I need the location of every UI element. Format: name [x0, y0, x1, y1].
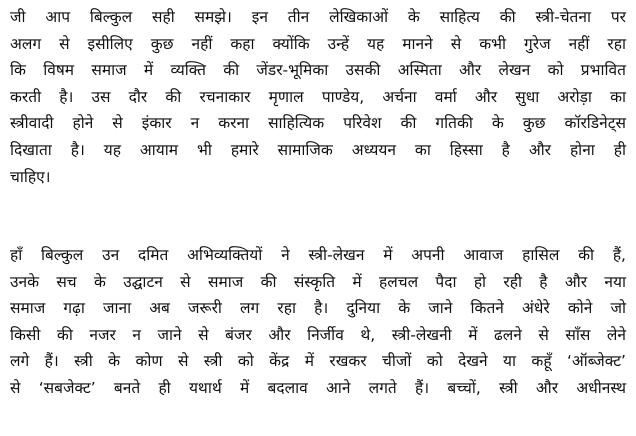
paragraph-line: उनके सच के उद्घाटन से समाज की संस्कृति में हलचल पैदा हो रही है और नया — [10, 272, 626, 291]
paragraph-line: स्त्रीवादी होने से इंकार न करना साहित्यिक परिवेश की गतिकी के कुछ कॉरडिनेट्स — [10, 114, 626, 133]
paragraph-line: दिखाता है। यह आयाम भी हमारे सामाजिक अध्ययन का हिस्सा है और होना ही — [10, 140, 626, 159]
paragraph-line: कि विषम समाज में व्यक्ति की जेंडर-भूमिका उसकी अस्मिता और लेखन को प्रभावित — [10, 61, 626, 80]
paragraph-line: समाज गढ़ा जाना अब जरूरी लग रहा है। दुनिया के जाने कितने अंधेरे कोने जो — [10, 299, 626, 318]
paragraph-line: करती है। उस दौर की रचनाकार मृणाल पाण्डेय, अर्चना वर्मा और सुधा अरोड़ा का — [10, 87, 626, 106]
paragraph-2 — [10, 242, 626, 402]
paragraph-1 — [10, 4, 626, 190]
paragraph-line: जी आप बिल्कुल सही समझे। इन तीन लेखिकाओं के साहित्य की स्त्री-चेतना पर — [10, 8, 626, 26]
paragraph-line: चाहिए। — [10, 167, 51, 186]
paragraph-line: किसी की नजर न जाने से बंजर और निर्जीव थे, स्त्री-लेखनी में ढलने से साँस लेने — [10, 325, 626, 344]
paragraph-line: लगे हैं। स्त्री के कोण से स्त्री को केंद्र में रखकर चीजों को देखने या कहूँ ‘ऑब्जेक्ट’ — [10, 352, 626, 371]
paragraph-line: हाँ बिल्कुल उन दमित अभिव्यक्तियों ने स्त्री-लेखन में अपनी आवाज हासिल की हैं, — [10, 246, 626, 264]
paragraph-line: से ‘सबजेक्ट’ बनते ही यथार्थ में बदलाव आने लगते हैं। बच्चों, स्त्री और अधीनस्थ — [10, 378, 626, 397]
paragraph-line: अलग से इसीलिए कुछ नहीं कहा क्योंकि उन्हें यह मानने से कभी गुरेज नहीं रहा — [10, 34, 626, 53]
